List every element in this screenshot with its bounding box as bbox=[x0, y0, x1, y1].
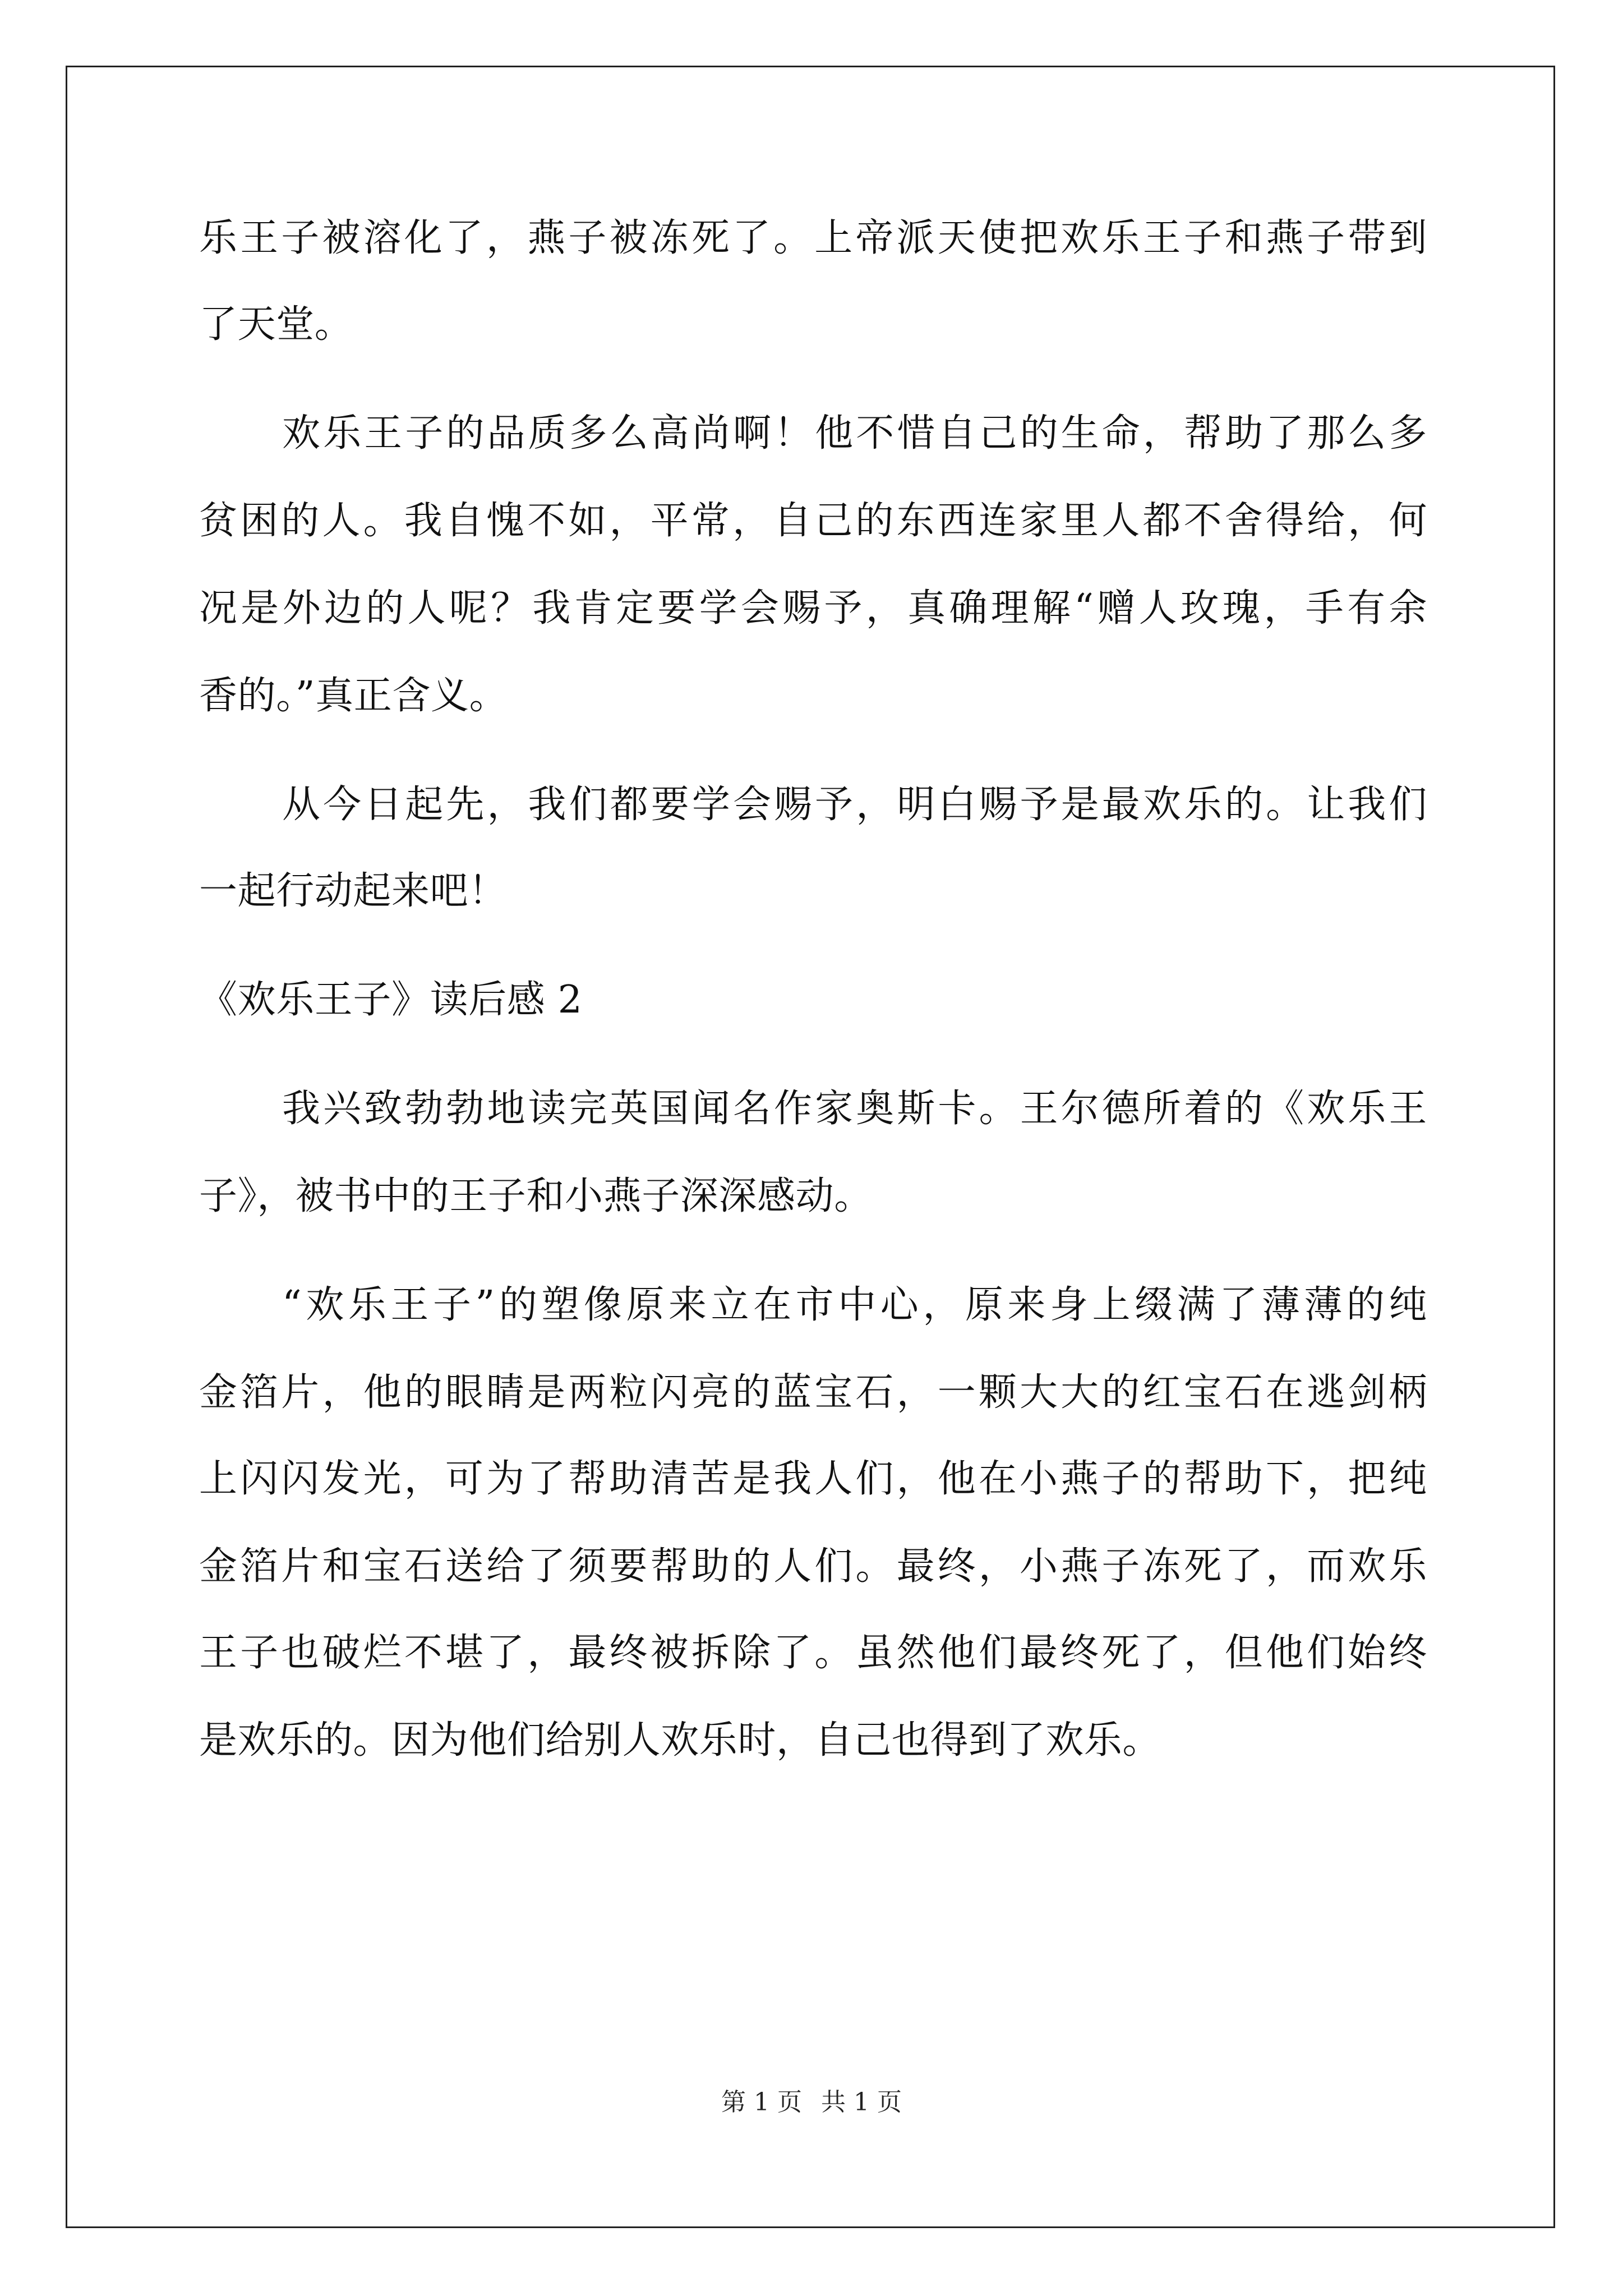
text-line: 乐王子被溶化了，燕子被冻死了。上帝派天使把欢乐王子和燕子带到 bbox=[199, 216, 1427, 260]
section-heading: 《欢乐王子》读后感 2 bbox=[199, 978, 583, 1022]
text-line: 金箔片和宝石送给了须要帮助的人们。最终，小燕子冻死了，而欢乐 bbox=[199, 1544, 1427, 1589]
text-line: 了天堂。 bbox=[199, 302, 353, 347]
paragraph-start-line: 欢乐王子的品质多么高尚啊！他不惜自己的生命，帮助了那么多 bbox=[282, 411, 1427, 455]
page-total: 共 1 页 bbox=[821, 2088, 902, 2116]
text-line: 一起行动起来吧！ bbox=[199, 869, 507, 913]
paragraph-start-line: 从今日起先，我们都要学会赐予，明白赐予是最欢乐的。让我们 bbox=[282, 783, 1427, 827]
page-number: 第 1 页 bbox=[721, 2088, 802, 2116]
page-footer bbox=[0, 2087, 1623, 2118]
text-line: 上闪闪发光，可为了帮助清苦是我人们，他在小燕子的帮助下，把纯 bbox=[199, 1457, 1427, 1501]
text-line: 况是外边的人呢？我肯定要学会赐予，真确理解“赠人玫瑰，手有余 bbox=[199, 586, 1427, 631]
paragraph-start-line: 我兴致勃勃地读完英国闻名作家奥斯卡。王尔德所着的《欢乐王 bbox=[282, 1087, 1427, 1131]
text-line: 王子也破烂不堪了，最终被拆除了。虽然他们最终死了，但他们始终 bbox=[199, 1631, 1427, 1675]
text-line: 香的。”真正含义。 bbox=[199, 674, 508, 718]
text-line: 贫困的人。我自愧不如，平常，自己的东西连家里人都不舍得给，何 bbox=[199, 499, 1427, 543]
page-border bbox=[66, 66, 1555, 2228]
paragraph-start-line: “欢乐王子”的塑像原来立在市中心，原来身上缀满了薄薄的纯 bbox=[282, 1283, 1427, 1327]
text-line: 金箔片，他的眼睛是两粒闪亮的蓝宝石，一颗大大的红宝石在逃剑柄 bbox=[199, 1370, 1427, 1415]
text-line: 是欢乐的。因为他们给别人欢乐时，自己也得到了欢乐。 bbox=[199, 1718, 1161, 1763]
text-line: 子》，被书中的王子和小燕子深深感动。 bbox=[199, 1174, 873, 1218]
